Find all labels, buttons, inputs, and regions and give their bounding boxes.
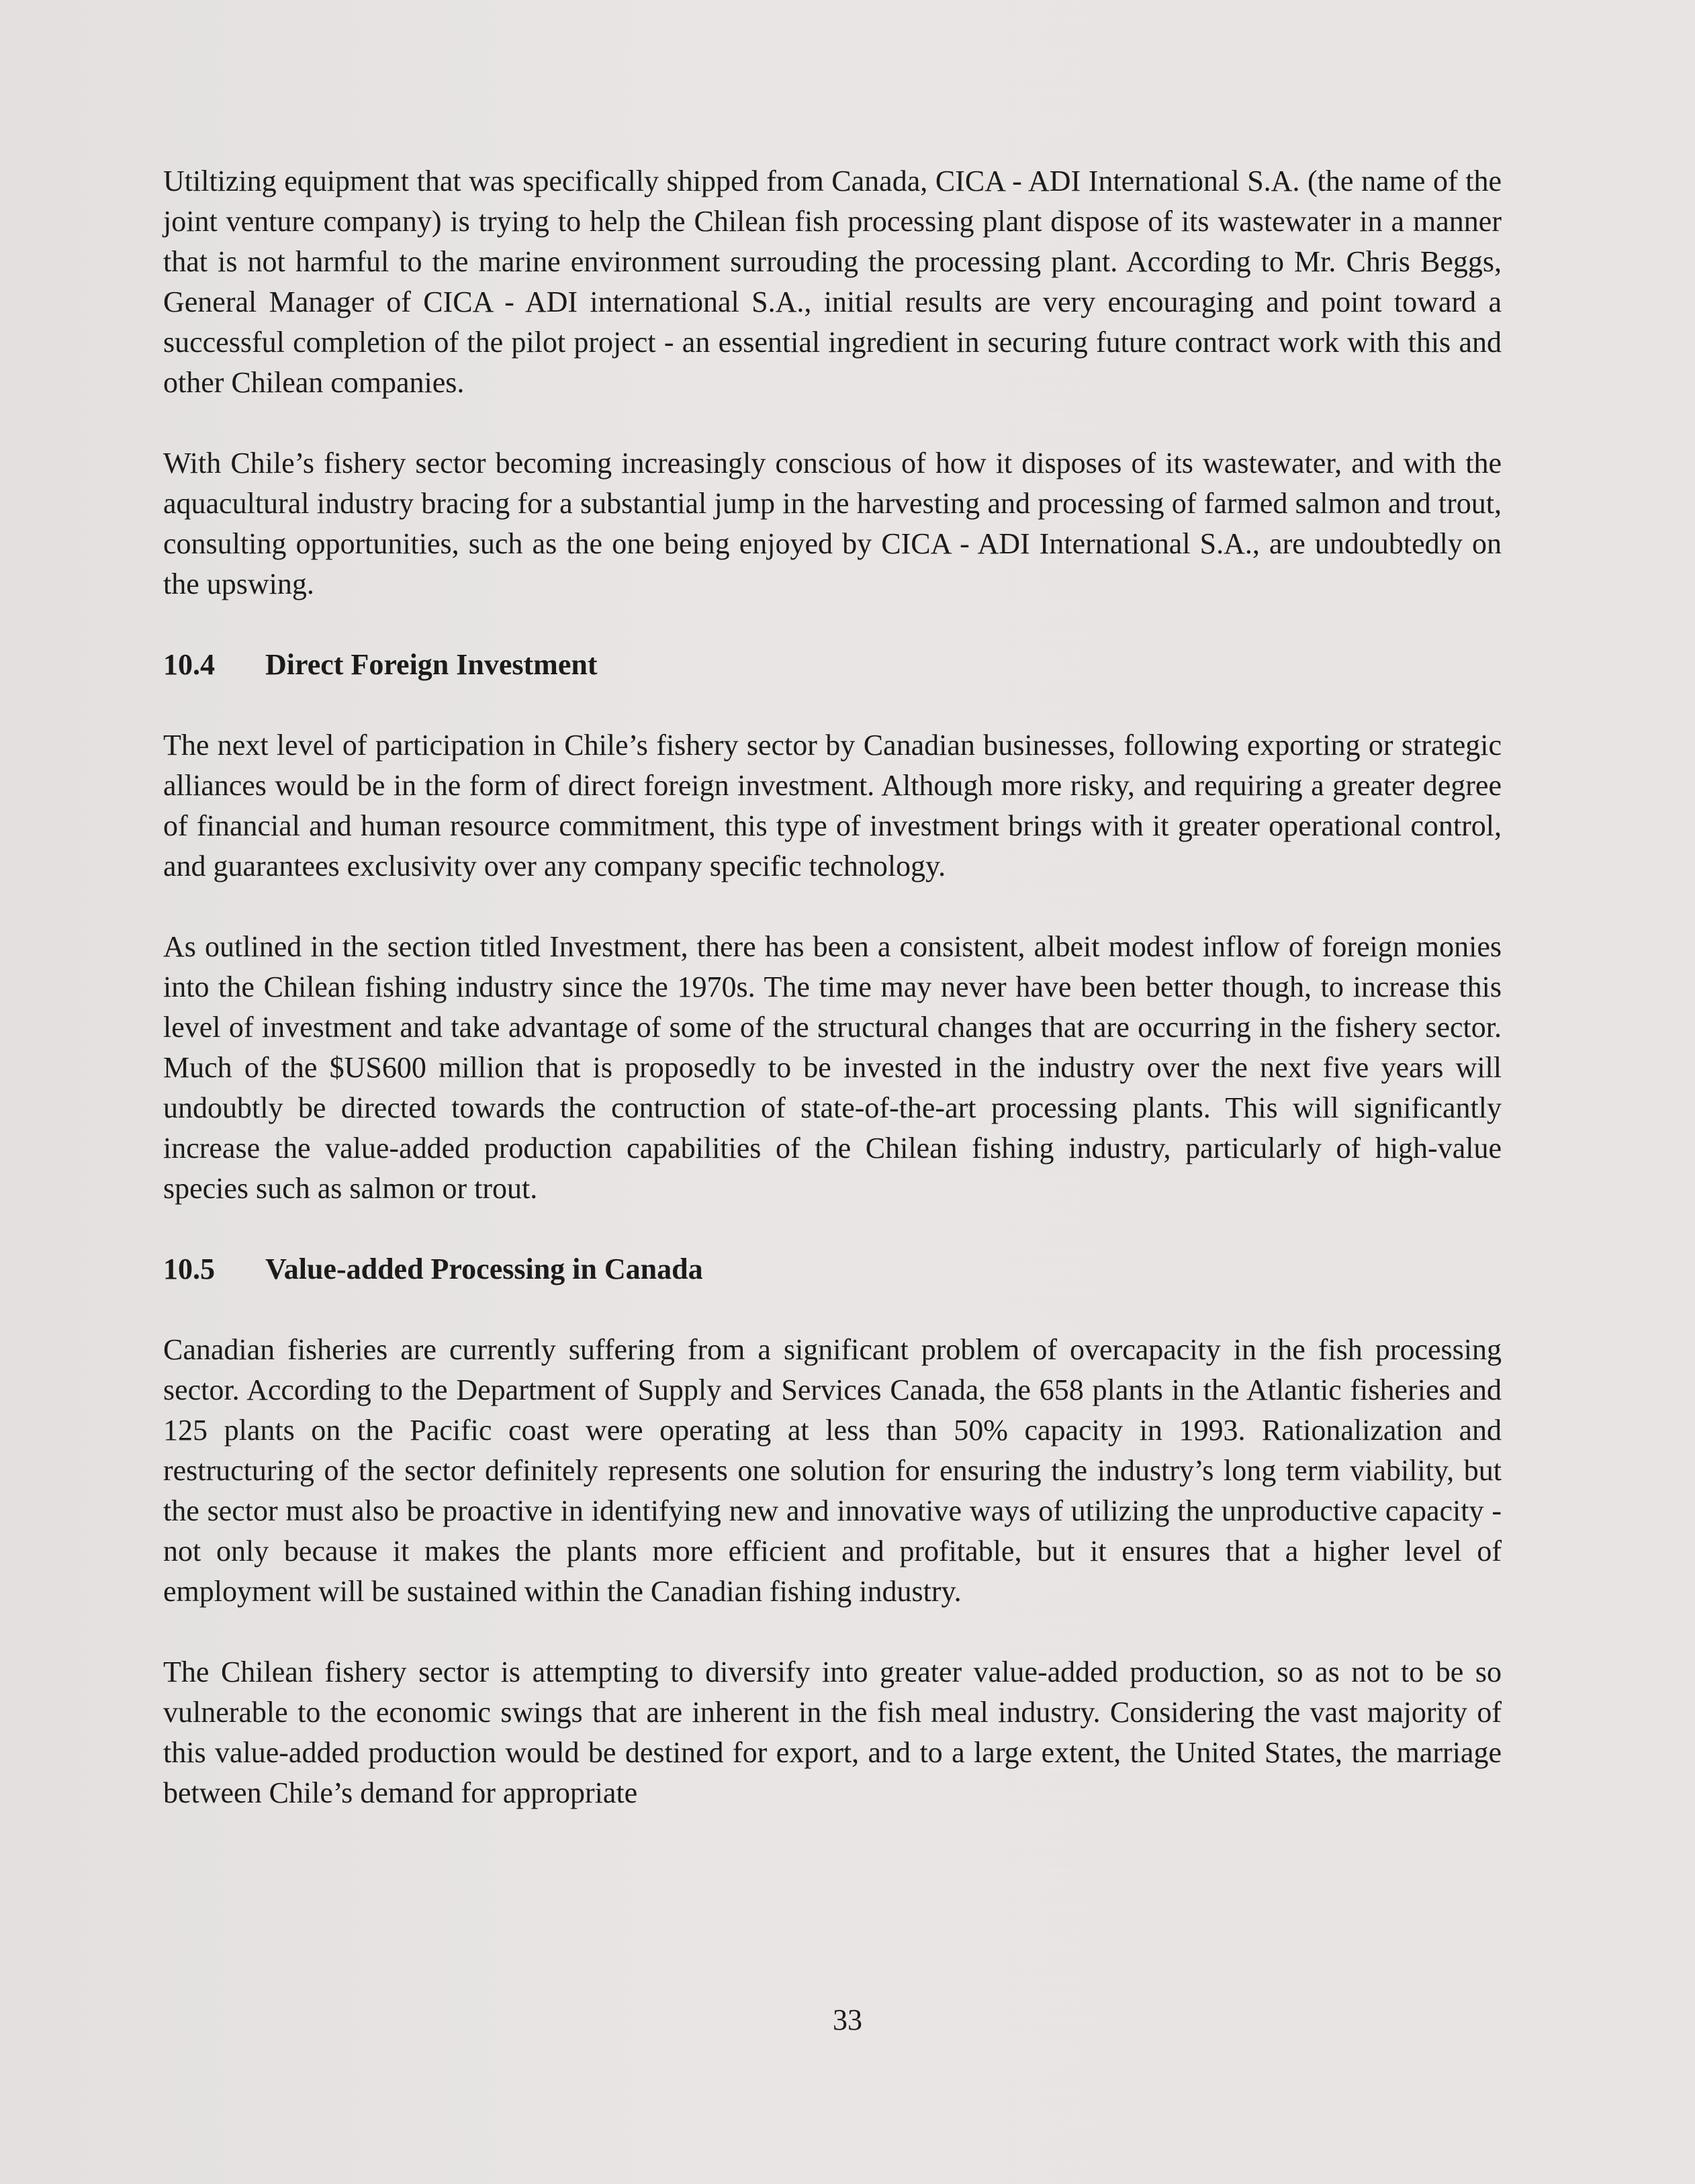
paragraph-gap: [163, 403, 1502, 443]
page-number: 33: [833, 2003, 862, 2036]
paragraph-gap: [163, 1209, 1502, 1249]
section-number: 10.4: [163, 648, 215, 681]
section-heading-10-4: [163, 645, 1502, 685]
paragraph-diversify: The Chilean fishery sector is attempting to diversify into greater value-added production, so as not to be so vulnerable to the economic swings that are inherent in the fish meal industry. Considering the vast majority of this value-added production would be destined for export, and to a large extent, the United States, the marriage between Chile’s demand for appropriate: [163, 1655, 1502, 1809]
paragraph-overcapacity: Canadian fisheries are currently suffering from a significant problem of overcapacity in the fish processing sector. According to the Department of Supply and Services Canada, the 658 plants in the Atlantic fisheries and 125 plants on the Pacific coast were operating at less than 50% capacity in 1993. Rationalization and restructuring of the sector definitely represents one solution for ensuring the industry’s long term viability, but the sector must also be proactive in identifying new and innovative ways of utilizing the unproductive capacity - not only because it makes the plants more efficient and profitable, but it ensures that a higher level of employment will be sustained within the Canadian fishing industry.: [163, 1333, 1502, 1608]
paragraph-direct-investment-intro: The next level of participation in Chile’s fishery sector by Canadian businesses, following exporting or strategic alliances would be in the form of direct foreign investment. Although more risky, and requiring a greater degree of financial and human resource commitment, this type of investment brings with it greater operational control, and guarantees exclusivity over any company specific technology.: [163, 729, 1502, 882]
section-title: Value-added Processing in Canada: [265, 1253, 703, 1285]
paragraph-gap: [163, 604, 1502, 645]
section-number: 10.5: [163, 1253, 215, 1285]
paragraph-gap: [163, 685, 1502, 725]
paragraph-gap: [163, 1612, 1502, 1652]
paragraph-consulting-opportunities: With Chile’s fishery sector becoming increasingly conscious of how it disposes of its wastewater, and with the aquacultural industry bracing for a substantial jump in the harvesting and processing of farmed salmon and trout, consulting opportunities, such as the one being enjoyed by CICA - ADI International S.A., are undoubtedly on the upswing.: [163, 447, 1502, 600]
paragraph-cica-adi-equipment: Utiltizing equipment that was specifically shipped from Canada, CICA - ADI International S.A. (the name of the joint venture company) is trying to help the Chilean fish processing plant dispose of its wastewater in a manner that is not harmful to the marine environment surrouding the processing plant. According to Mr. Chris Beggs, General Manager of CICA - ADI international S.A., initial results are very encouraging and point toward a successful completion of the pilot project - an essential ingredient in securing future contract work with this and other Chilean companies.: [163, 165, 1502, 399]
paragraph-gap: [163, 1289, 1502, 1330]
section-heading-10-5: [163, 1249, 1502, 1289]
section-title: Direct Foreign Investment: [265, 648, 598, 681]
page-content: [163, 161, 1502, 1813]
paragraph-gap: [163, 886, 1502, 927]
paragraph-foreign-monies: As outlined in the section titled Investment, there has been a consistent, albeit modest inflow of foreign monies into the Chilean fishing industry since the 1970s. The time may never have been better though, to increase this level of investment and take advantage of some of the structural changes that are occurring in the fishery sector. Much of the $US600 million that is proposedly to be invested in the industry over the next five years will undoubtly be directed towards the contruction of state-of-the-art processing plants. This will significantly increase the value-added production capabilities of the Chilean fishing industry, particularly of high-value species such as salmon or trout.: [163, 930, 1502, 1205]
